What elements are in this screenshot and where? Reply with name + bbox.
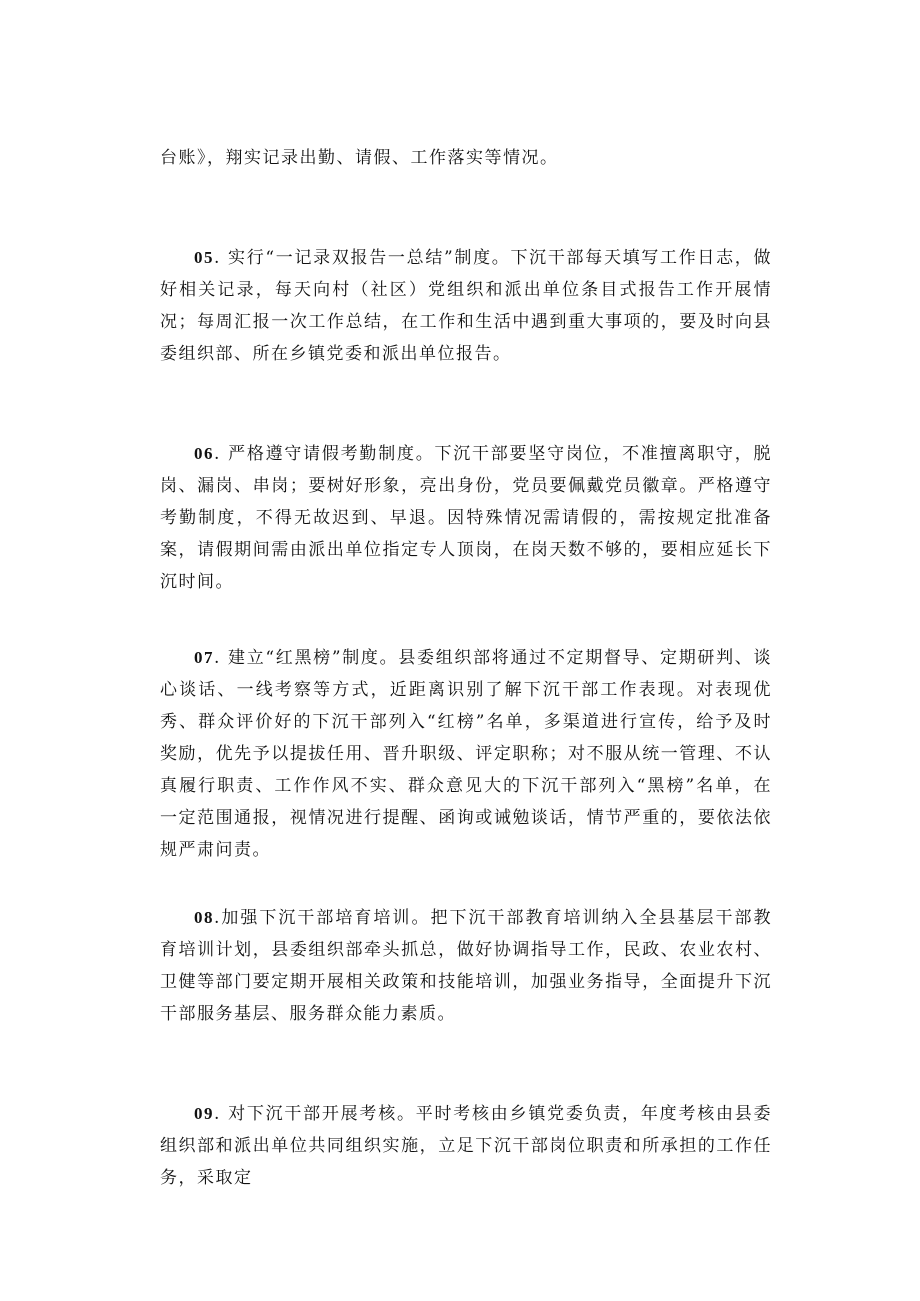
paragraph-text: . 对下沉干部开展考核。平时考核由乡镇党委负责，年度考核由县委组织部和派出单位共同组织实施，立足下沉干部岗位职责和所承担的工作任务，采取定 [160,1104,772,1188]
paragraph-09 [160,1098,772,1194]
paragraph-text: . 实行“一记录双报告一总结”制度。下沉干部每天填写工作日志，做好相关记录，每天向村（社区）党组织和派出单位条目式报告工作开展情况；每周汇报一次工作总结，在工作和生活中遇到重大事项的，要及时向县委组织部、所在乡镇党委和派出单位报告。 [160,248,772,364]
paragraph-07 [160,642,772,866]
paragraph-06 [160,438,772,598]
paragraph-text: .加强下沉干部培育培训。把下沉干部教育培训纳入全县基层干部教育培训计划，县委组织部牵头抓总，做好协调指导工作，民政、农业农村、卫健等部门要定期开展相关政策和技能培训，加强业务指导，全面提升下沉干部服务基层、服务群众能力素质。 [160,908,772,1024]
paragraph-text: . 严格遵守请假考勤制度。下沉干部要坚守岗位，不准擅离职守，脱岗、漏岗、串岗；要树好形象，亮出身份，党员要佩戴党员徽章。严格遵守考勤制度，不得无故迟到、早退。因特殊情况需请假的，需按规定批准备案，请假期间需由派出单位指定专人顶岗，在岗天数不够的，要相应延长下沉时间。 [160,444,772,592]
paragraph-number: 07 [194,648,214,667]
paragraph-05 [160,242,772,370]
paragraph-number: 08 [194,908,214,927]
paragraph-continuation [160,142,772,174]
paragraph-number: 09 [194,1104,214,1123]
paragraph-number: 06 [194,444,214,463]
paragraph-text: 台账》，翔实记录出勤、请假、工作落实等情况。 [160,148,559,168]
paragraph-08 [160,902,772,1030]
paragraph-text: . 建立“红黑榜”制度。县委组织部将通过不定期督导、定期研判、谈心谈话、一线考察等方式，近距离识别了解下沉干部工作表现。对表现优秀、群众评价好的下沉干部列入“红榜”名单，多渠道进行宣传，给予及时奖励，优先予以提拔任用、晋升职级、评定职称；对不服从统一管理、不认真履行职责、工作作风不实、群众意见大的下沉干部列入“黑榜”名单，在一定范围通报，视情况进行提醒、函询或诫勉谈话，情节严重的，要依法依规严肃问责。 [160,648,772,860]
paragraph-number: 05 [194,248,214,267]
